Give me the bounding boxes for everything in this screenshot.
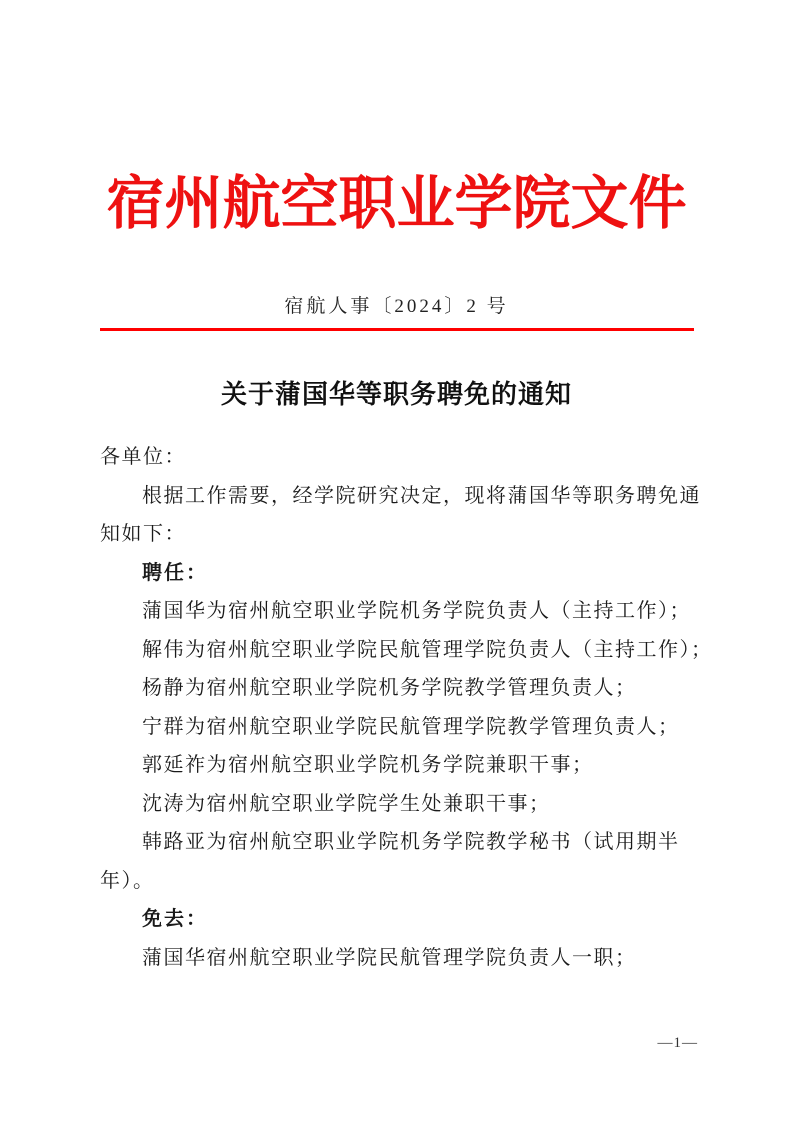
appointment-item-5: 郭延祚为宿州航空职业学院机务学院兼职干事；	[142, 754, 594, 776]
salutation-line: 各单位：	[100, 446, 186, 468]
page-number: —1—	[657, 1035, 698, 1051]
section-header-dismissals: 免去：	[142, 908, 208, 930]
appointment-item-6: 沈涛为宿州航空职业学院学生处兼职干事；	[142, 792, 551, 815]
appointment-item-2: 解伟为宿州航空职业学院民航管理学院负责人（主持工作）；	[142, 638, 713, 661]
notice-body	[100, 438, 713, 977]
appointment-item-7-line-2: 年）。	[100, 869, 155, 892]
intro-line-1: 根据工作需要，经学院研究决定，现将蒲国华等职务聘免通	[142, 484, 701, 507]
appointment-item-7-line-1: 韩路亚为宿州航空职业学院机务学院教学秘书（试用期半	[142, 831, 680, 853]
intro-line-2: 知如下：	[100, 523, 186, 545]
appointment-item-1: 蒲国华为宿州航空职业学院机务学院负责人（主持工作）；	[142, 600, 691, 622]
section-header-appointments: 聘任：	[142, 561, 208, 584]
document-number: 宿航人事〔2024〕2 号	[284, 296, 509, 317]
red-header-divider	[100, 328, 694, 331]
notice-title: 关于蒲国华等职务聘免的通知	[220, 380, 572, 409]
dismissal-item-1: 蒲国华宿州航空职业学院民航管理学院负责人一职；	[142, 946, 637, 969]
appointment-item-4: 宁群为宿州航空职业学院民航管理学院教学管理负责人；	[142, 715, 680, 738]
appointment-item-3: 杨静为宿州航空职业学院机务学院教学管理负责人；	[142, 677, 637, 699]
red-header-org-title: 宿州航空职业学院文件	[106, 171, 687, 236]
